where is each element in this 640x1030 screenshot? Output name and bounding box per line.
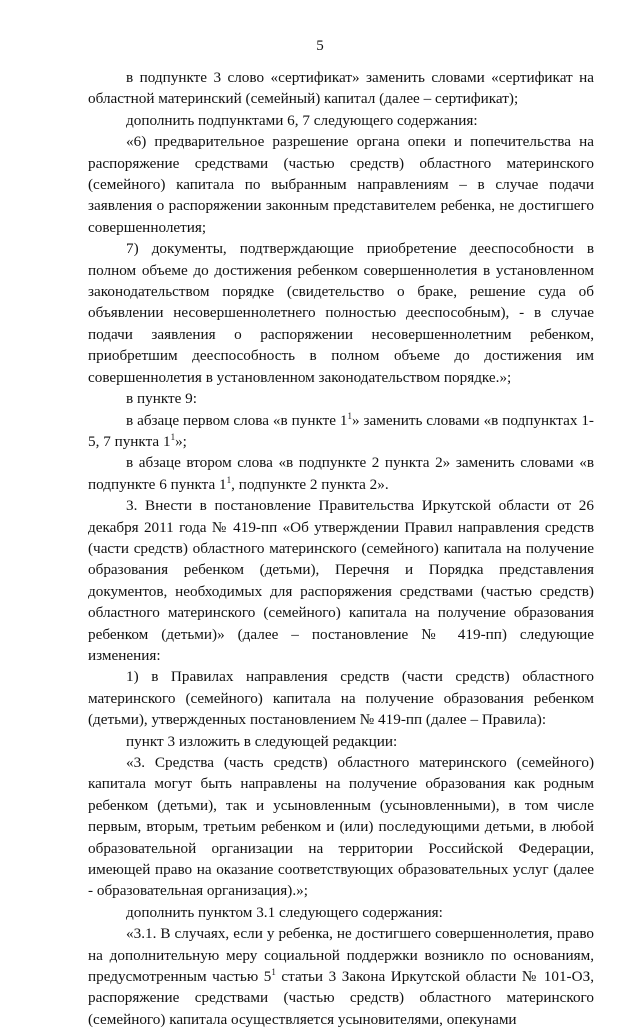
document-body xyxy=(88,67,594,1030)
paragraph-first-abzac: в абзаце первом слова «в пункте $1^1$» заменить словами «в подпунктах 1-5, 7 пункта $1^1$»; xyxy=(88,410,594,450)
paragraph-certificate-replace: в подпункте 3 слово «сертификат» заменить словами «сертификат на областной материнский (семейный) капитал (далее – сертификат); xyxy=(88,69,594,108)
paragraph-subpoint-6: «6) предварительное разрешение органа опеки и попечительства на распоряжение средствами (частью средств) областного материнского (семейного) капитала по выбранным направлениям – в случае подачи заявления о распоряжении законным представителем ребенка, не достигшего совершеннолетия; xyxy=(88,133,594,236)
paragraph-point-3-edit: пункт 3 изложить в следующей редакции: xyxy=(126,732,398,750)
paragraph-point-3-text: «3. Средства (часть средств) областного материнского (семейного) капитала могут быть направлены на получение образования как родным ребенком (детьми), так и усыновленным (усыновленными), в том числе первым, вторым, третьим ребенком и (или) последующими детьми, в любой образовательной организации на территории Российской Федерации, имеющей право на оказание соответствующих образовательных услуг (далее - образовательная организация).»; xyxy=(88,754,594,900)
paragraph-point-9: в пункте 9: xyxy=(126,390,197,408)
page-number: 5 xyxy=(316,38,324,54)
paragraph-add-subpoints-6-7: дополнить подпунктами 6, 7 следующего содержания: xyxy=(126,111,478,129)
paragraph-subpoint-7: 7) документы, подтверждающие приобретение дееспособности в полном объеме до достижения ребенком совершеннолетия в установленном законодательством порядке (свидетельство о браке, решение суда об объявлении несовершеннолетнего полностью дееспособным), - в случае подачи заявления о распоряжении несовершеннолетним ребенком, приобретшим дееспособность в полном объеме до достижения им совершеннолетия в установленном законодательством порядке.»; xyxy=(88,240,594,386)
paragraph-point-3-1-text: «3.1. В случаях, если у ребенка, не достигшего совершеннолетия, право на дополнительную меру социальной поддержки возникло по основаниям, предусмотренным частью $5^1$ статьи 3 Закона Иркутской области № 101-ОЗ, распоряжение средствами (частью средств) областного материнского (семейного) капитала осуществляется усыновителями, опекунами xyxy=(88,925,594,1028)
paragraph-item-3-resolution-419: 3. Внести в постановление Правительства Иркутской области от 26 декабря 2011 года № 419-пп «Об утверждении Правил направления средств (части средств) областного материнского (семейного) капитала на получение образования ребенком (детьми), Перечня и Порядка представления документов, необходимых для распоряжения средствами (частью средств) областного материнского (семейного) капитала на получение образования ребенком (детьми)» (далее – постановление № 419-пп) следующие изменения: xyxy=(88,497,594,664)
paragraph-second-abzac: в абзаце втором слова «в подпункте 2 пункта 2» заменить словами «в подпункте 6 пункта $1^1$, подпункте 2 пункта 2». xyxy=(88,454,594,493)
paragraph-add-point-3-1: дополнить пунктом 3.1 следующего содержания: xyxy=(126,903,443,921)
paragraph-rules-changes: 1) в Правилах направления средств (части средств) областного материнского (семейного) капитала на получение образования ребенком (детьми), утвержденных постановлением № 419-пп (далее – Правила): xyxy=(88,668,594,729)
